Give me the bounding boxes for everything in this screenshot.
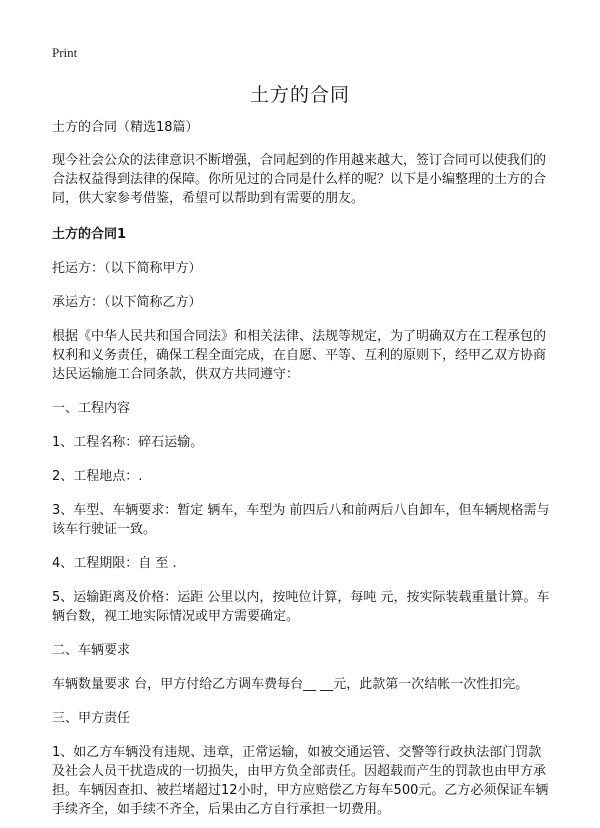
document-body [52, 118, 552, 819]
document-title: 土方的合同 [249, 84, 350, 106]
print-link[interactable]: Print [52, 45, 78, 60]
section-heading-work-content: 一、工程内容 [52, 401, 131, 416]
clause-party-a-liability: 1、如乙方车辆没有违规、违章，正常运输，如被交通运管、交警等行政执法部门罚款及社会人员干扰造成的一切损失，由甲方负全部责任。因超载而产生的罚款也由甲方承担。车辆因查扣、被拦堵超过12小时，甲方应赔偿乙方每车500元。乙方必须保证车辆手续齐全，如手续不齐全，后果由乙方自行承担一切费用。 [52, 745, 549, 817]
clause-distance-price: 5、运输距离及价格：运距 公里以内，按吨位计算，每吨 元，按实际装载重量计算。车辆台数，视工地实际情况或甲方需要确定。 [52, 590, 550, 624]
carrier-line: 承运方：（以下简称乙方） [52, 295, 202, 310]
intro-paragraph: 现今社会公众的法律意识不断增强，合同起到的作用越来越大，签订合同可以使我们的合法权益得到法律的保障。你所见过的合同是什么样的呢？以下是小编整理的土方的合同，供大家参考借鉴，希望可以帮助到有需要的朋友。 [52, 153, 547, 206]
section-heading-vehicles: 二、车辆要求 [52, 643, 131, 658]
preamble-paragraph: 根据《中华人民共和国合同法》和相关法律、法规等规定，为了明确双方在工程承包的权利和义务责任，确保工程全面完成，在自愿、平等、互利的原则下，经甲乙双方协商达民运输施工合同条款，供双方共同遵守： [52, 329, 547, 382]
clause-vehicle-requirements: 3、车型、车辆要求：暂定 辆车，车型为 前四后八和前两后八自卸车，但车辆规格需与该车行驶证一致。 [52, 503, 550, 537]
clause-project-period: 4、工程期限：自 至 . [52, 556, 177, 571]
clause-project-location: 2、工程地点：. [52, 469, 143, 484]
clause-vehicle-count: 车辆数量要求 台，甲方付给乙方调车费每台__ __元，此款第一次结帐一次性扣完。 [52, 677, 529, 692]
consignor-line: 托运方：（以下简称甲方） [52, 261, 202, 276]
section-heading: 土方的合同1 [52, 227, 127, 242]
section-heading-party-a: 三、甲方责任 [52, 711, 131, 726]
document-subtitle: 土方的合同（精选18篇） [52, 120, 199, 135]
clause-project-name: 1、工程名称：碎石运输。 [52, 435, 204, 450]
